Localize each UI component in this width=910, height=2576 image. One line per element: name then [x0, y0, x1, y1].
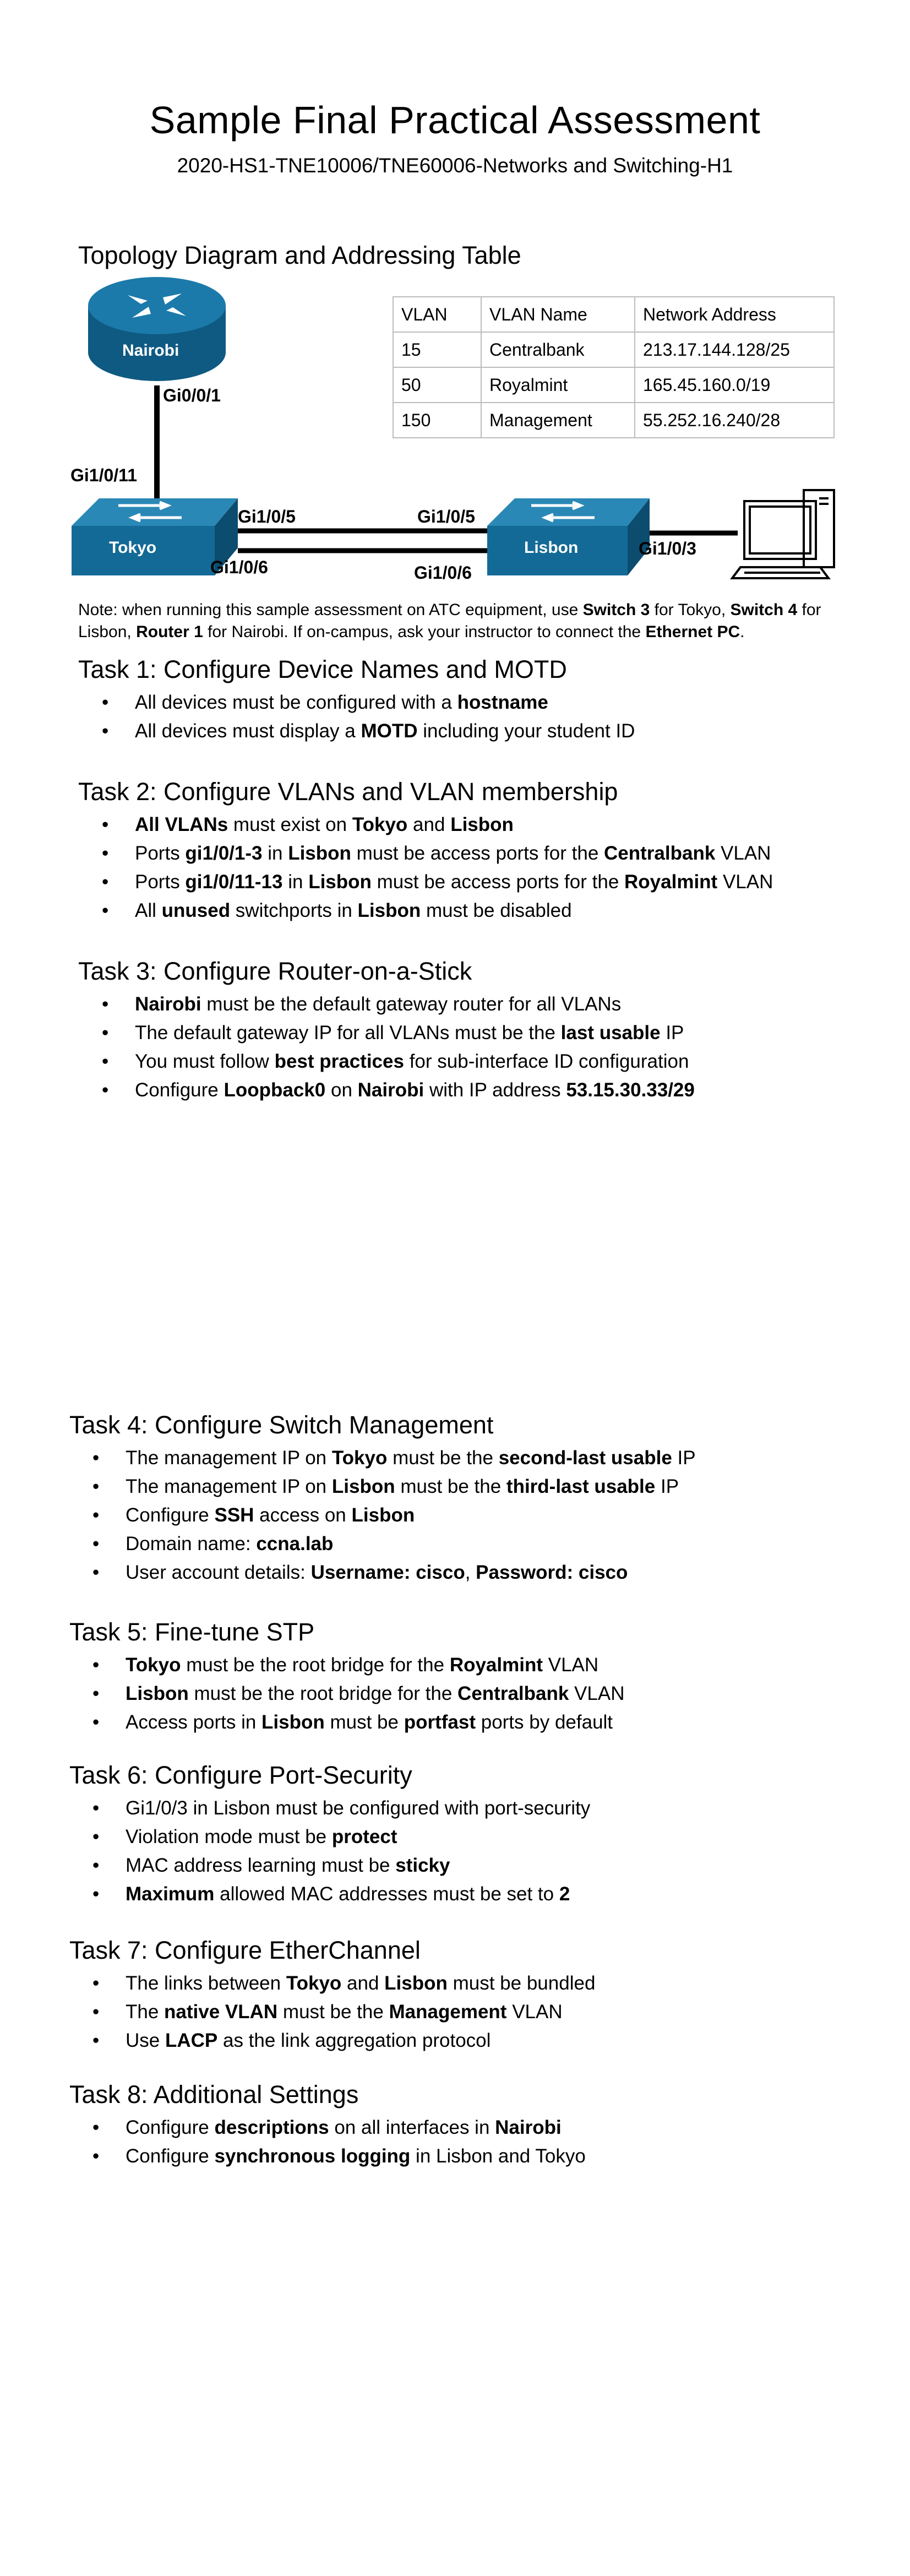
table-row [393, 332, 834, 367]
bullet: • [92, 1855, 100, 1876]
list-item: • Domain name: ccna.lab [126, 1530, 333, 1558]
table-header-cell: VLAN Name [481, 297, 635, 332]
table-header-cell: VLAN [393, 297, 481, 332]
bullet: • [92, 2030, 100, 2051]
bullet: • [92, 1476, 100, 1497]
bullet: • [92, 1683, 100, 1704]
bullet: • [102, 692, 109, 713]
task6-heading: Task 6: Configure Port-Security [69, 1761, 412, 1789]
bullet: • [92, 1711, 100, 1733]
port-label-tokyo-up: Gi1/0/11 [70, 465, 137, 485]
table-cell: 50 [393, 367, 481, 403]
task5-heading: Task 5: Fine-tune STP [69, 1618, 315, 1646]
table-cell: Royalmint [481, 367, 635, 403]
task7-heading: Task 7: Configure EtherChannel [69, 1936, 421, 1964]
table-cell: Management [481, 403, 635, 438]
bullet: • [92, 1533, 100, 1555]
list-item: • User account details: Username: cisco, Password: cisco [126, 1558, 628, 1587]
table-cell: 150 [393, 403, 481, 438]
list-item: • All VLANs must exist on Tokyo and Lisbon [135, 811, 514, 839]
table-row [393, 367, 834, 403]
bullet: • [102, 1051, 109, 1072]
list-item: • You must follow best practices for sub-interface ID configuration [135, 1047, 689, 1076]
list-item: • The default gateway IP for all VLANs must be the last usable IP [135, 1019, 684, 1047]
list-item: • Configure Loopback0 on Nairobi with IP address 53.15.30.33/29 [135, 1076, 695, 1105]
bullet: • [102, 871, 109, 893]
list-item: • The management IP on Tokyo must be the second-last usable IP [126, 1444, 696, 1472]
list-item: • Access ports in Lisbon must be portfast ports by default [126, 1708, 613, 1737]
task2-heading: Task 2: Configure VLANs and VLAN membership [78, 778, 618, 806]
table-cell: 55.252.16.240/28 [635, 403, 834, 438]
list-item: • Maximum allowed MAC addresses must be set to 2 [126, 1880, 570, 1909]
bullet: • [92, 1883, 100, 1905]
list-item: • The native VLAN must be the Management VLAN [126, 1998, 563, 2026]
bullet: • [92, 1654, 100, 1676]
bullet: • [92, 1504, 100, 1526]
list-item: • Configure synchronous logging in Lisbon and Tokyo [126, 2142, 586, 2171]
table-cell: Centralbank [481, 332, 635, 367]
addressing-table [393, 296, 835, 438]
list-item: • Use LACP as the link aggregation protocol [126, 2026, 491, 2055]
port-label-tokyo-5: Gi1/0/5 [238, 507, 296, 526]
list-item: • The management IP on Lisbon must be the third-last usable IP [126, 1472, 679, 1501]
list-item: • Ports gi1/0/1-3 in Lisbon must be access ports for the Centralbank VLAN [135, 839, 771, 868]
table-cell: 213.17.144.128/25 [635, 332, 834, 367]
tokyo-label: Tokyo [109, 539, 157, 557]
bullet: • [102, 843, 109, 864]
list-item: • Violation mode must be protect [126, 1823, 397, 1851]
table-cell: 165.45.160.0/19 [635, 367, 834, 403]
bullet: • [92, 1826, 100, 1847]
bullet: • [102, 900, 109, 921]
page-title: Sample Final Practical Assessment [149, 99, 761, 142]
router-icon [88, 277, 226, 381]
bullet: • [102, 993, 109, 1015]
bullet: • [92, 1447, 100, 1469]
port-label-lisbon-pc: Gi1/0/3 [639, 539, 696, 558]
router-label: Nairobi [122, 341, 179, 360]
list-item: • All devices must display a MOTD including your student ID [135, 717, 635, 746]
bullet: • [92, 1797, 100, 1819]
list-item: • All unused switchports in Lisbon must be disabled [135, 896, 572, 925]
lisbon-label: Lisbon [524, 539, 579, 557]
bullet: • [92, 2001, 100, 2023]
task8-heading: Task 8: Additional Settings [69, 2080, 359, 2108]
list-item: • Ports gi1/0/11-13 in Lisbon must be access ports for the Royalmint VLAN [135, 868, 773, 896]
pc-icon [732, 490, 834, 578]
bullet: • [102, 814, 109, 835]
bullet: • [92, 1562, 100, 1583]
bullet: • [102, 1022, 109, 1044]
table-header-row [393, 297, 834, 332]
switch-icon [487, 498, 650, 575]
bullet: • [102, 720, 109, 742]
task4-heading: Task 4: Configure Switch Management [69, 1411, 494, 1439]
list-item: • Tokyo must be the root bridge for the Royalmint VLAN [126, 1651, 598, 1680]
list-item: • Lisbon must be the root bridge for the Centralbank VLAN [126, 1680, 624, 1708]
bullet: • [102, 1079, 109, 1101]
page-subtitle: 2020-HS1-TNE10006/TNE60006-Networks and Switching-H1 [177, 154, 733, 177]
equipment-note: Note: when running this sample assessment on ATC equipment, use Switch 3 for Tokyo, Switch 4 for Lisbon, Router 1 for Nairobi. If on-campus, ask your instructor to connect the Ethernet PC. [78, 601, 821, 641]
table-cell: 15 [393, 332, 481, 367]
bullet: • [92, 1972, 100, 1994]
task1-heading: Task 1: Configure Device Names and MOTD [78, 655, 567, 683]
list-item: • Nairobi must be the default gateway router for all VLANs [135, 990, 621, 1019]
list-item: • Gi1/0/3 in Lisbon must be configured with port-security [126, 1794, 590, 1823]
list-item: • The links between Tokyo and Lisbon must be bundled [126, 1969, 595, 1998]
port-label-tokyo-6: Gi1/0/6 [210, 557, 268, 577]
port-label-lisbon-5: Gi1/0/5 [417, 507, 475, 526]
table-row [393, 403, 834, 438]
port-label-lisbon-6: Gi1/0/6 [414, 563, 472, 583]
list-item: • Configure SSH access on Lisbon [126, 1501, 415, 1530]
table-header-cell: Network Address [635, 297, 834, 332]
bullet: • [92, 2117, 100, 2138]
port-label-router: Gi0/0/1 [163, 385, 221, 405]
list-item: • All devices must be configured with a hostname [135, 688, 548, 717]
topology-heading: Topology Diagram and Addressing Table [78, 241, 521, 269]
list-item: • Configure descriptions on all interfaces in Nairobi [126, 2113, 562, 2142]
task3-heading: Task 3: Configure Router-on-a-Stick [78, 957, 472, 985]
list-item: • MAC address learning must be sticky [126, 1851, 450, 1880]
bullet: • [92, 2145, 100, 2167]
